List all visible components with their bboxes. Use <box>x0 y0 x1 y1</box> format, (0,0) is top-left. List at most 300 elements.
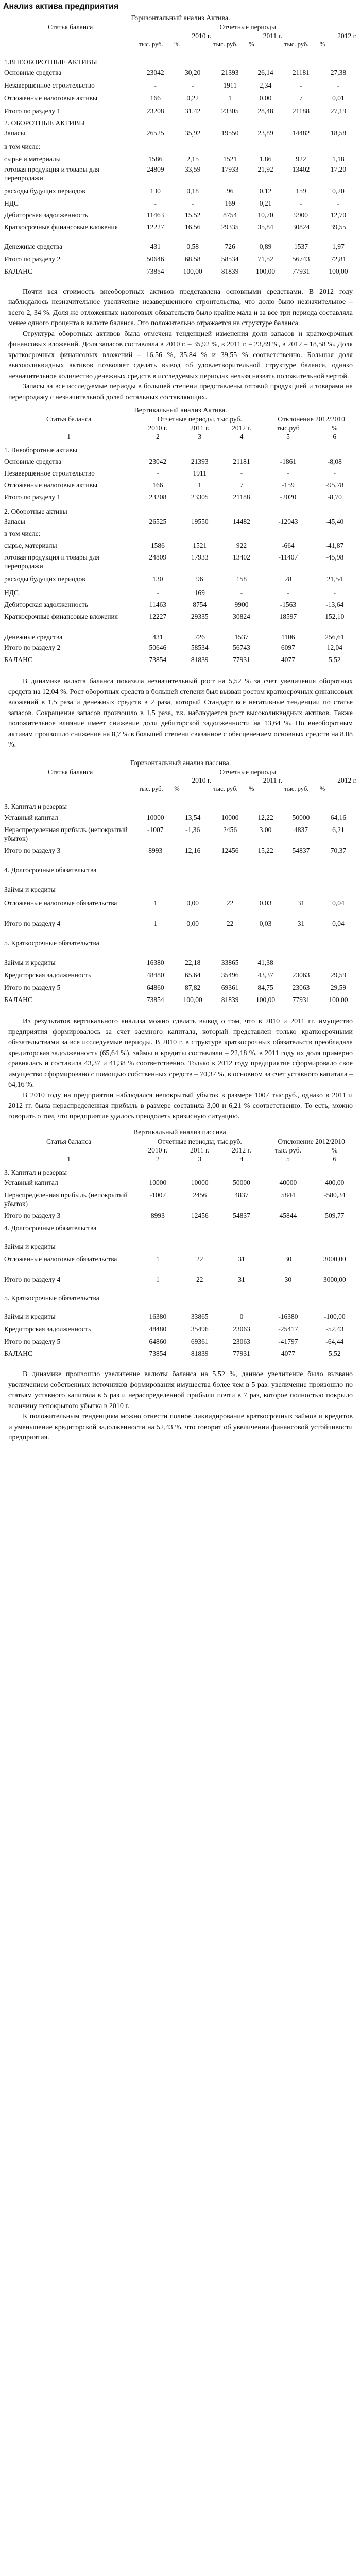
table-row <box>3 971 358 984</box>
cell-value: 23305 <box>191 493 209 501</box>
cell-value: 29,59 <box>330 984 347 992</box>
subheader-unit: тыс. руб. <box>139 785 163 793</box>
data-table <box>3 1138 358 1362</box>
cell-value: 22 <box>226 920 234 928</box>
cell-value <box>218 530 265 541</box>
row-label: Итого по разделу 1 <box>4 493 61 501</box>
subheader-unit: % <box>319 40 325 48</box>
table-index-row <box>3 1155 358 1168</box>
cell-value: 1,18 <box>332 155 345 163</box>
cell-value: 22 <box>226 899 234 907</box>
cell-value: 58534 <box>221 255 239 263</box>
header-year: 2010 г. <box>148 424 168 432</box>
cell-value: 100,00 <box>183 267 202 275</box>
row-label: Незавершенное строительство <box>4 469 95 477</box>
row-label: Дебиторская задолженность <box>4 601 88 608</box>
cell-value: - <box>337 199 340 207</box>
cell-value: 22 <box>196 1255 203 1263</box>
subheader-unit: % <box>174 40 180 48</box>
cell-value: 31,42 <box>185 107 201 115</box>
cell-value: - <box>157 469 159 477</box>
cell-value <box>283 939 319 959</box>
cell-value <box>319 803 358 814</box>
cell-value: 12227 <box>146 223 164 231</box>
cell-value: 40000 <box>279 1179 297 1187</box>
row-label: Дебиторская задолженность <box>4 211 88 219</box>
column-index: 3 <box>198 433 202 440</box>
row-label: Итого по разделу 4 <box>4 1276 61 1283</box>
cell-value: 33865 <box>221 959 239 967</box>
cell-value: 19550 <box>191 518 209 526</box>
subheader-unit: тыс. руб. <box>284 40 309 48</box>
cell-value: 73854 <box>149 656 167 664</box>
table-row <box>3 1325 358 1337</box>
row-label: Нераспределенная прибыль (непокрытый убыток) <box>4 1191 128 1208</box>
cell-value: 26,14 <box>257 68 273 76</box>
column-index: 5 <box>286 433 290 440</box>
text-block-1 <box>0 280 361 403</box>
cell-value <box>283 803 319 814</box>
cell-value: 10000 <box>149 1179 167 1187</box>
cell-value <box>248 803 283 814</box>
cell-value: 1,97 <box>332 242 345 250</box>
row-label: Уставный капитал <box>4 1179 58 1187</box>
header-year: 2011 г. <box>263 776 282 785</box>
cell-value: 4837 <box>234 1191 249 1199</box>
table-subheader-row <box>3 41 358 58</box>
cell-value: -52,43 <box>325 1325 344 1333</box>
cell-value <box>137 803 173 814</box>
cell-value: 1537 <box>294 242 308 250</box>
cell-value: 29,59 <box>330 971 347 979</box>
cell-value: 73854 <box>146 996 164 1004</box>
cell-value: - <box>287 589 289 597</box>
subheader-empty <box>3 785 137 803</box>
cell-value: 23063 <box>292 984 310 992</box>
row-label: Итого по разделу 5 <box>4 1337 61 1345</box>
cell-value: 54837 <box>233 1212 250 1219</box>
table-row <box>3 1313 358 1325</box>
table-row <box>3 267 358 280</box>
cell-value <box>265 1224 311 1243</box>
cell-value: - <box>337 81 340 89</box>
table-caption: Вертикальный анализ Актива. <box>134 406 227 415</box>
cell-value: 21,92 <box>257 165 273 173</box>
cell-value: 48480 <box>146 971 164 979</box>
cell-value: - <box>300 81 302 89</box>
cell-value: 12456 <box>221 846 239 855</box>
cell-value: 5,52 <box>328 1350 341 1358</box>
table-subheader-row <box>3 785 358 803</box>
cell-value: -95,78 <box>325 481 344 489</box>
cell-value: 9900 <box>234 601 249 608</box>
header-year: 2012 г. <box>337 776 357 785</box>
cell-value: 0,21 <box>259 199 272 207</box>
cell-value <box>283 58 319 69</box>
cell-value: 31 <box>297 899 305 907</box>
cell-value <box>283 143 319 155</box>
cell-value: 1106 <box>281 633 295 641</box>
cell-value <box>137 866 173 886</box>
table-row <box>3 1350 358 1362</box>
cell-value: 31 <box>238 1276 245 1283</box>
cell-value <box>134 446 181 457</box>
cell-value: 31 <box>297 920 305 928</box>
cell-value <box>181 1243 218 1255</box>
paragraph: Из результатов вертикального анализа можно сделать вывод о том, что в 2010 и 2011 гг. имущество предприятия формировалось за счет заемного капитала, который представлен только краткосрочными обязательствами за все исследуемые периоды. В 2010 г. в структуре краткосрочных обязательств преобладала кредиторская задолженность (65,64 %), займы и кредиты составляли – 22,18 %, в 2011 году их доля примерно сравнялась и составила 43,37 и 41,38 % соответственно. Только к 2012 году предприятие сформировало свое имущество сформировано с помощью собственных средств – 70,37 %, в основном за счет уставного капитала – 64,16 %. <box>8 1018 353 1089</box>
cell-value: 166 <box>150 94 161 102</box>
row-label: БАЛАНС <box>4 656 32 664</box>
header-periods: Отчетные периоды <box>219 23 276 31</box>
cell-value <box>248 143 283 155</box>
cell-value: 1586 <box>150 541 165 549</box>
cell-value: 23042 <box>146 68 164 76</box>
cell-value: 1 <box>156 1255 160 1263</box>
row-label: Краткосрочные финансовые вложения <box>4 223 118 231</box>
cell-value: 5844 <box>281 1191 295 1199</box>
cell-value: 1911 <box>193 469 207 477</box>
cell-value: 43,37 <box>257 971 273 979</box>
cell-value: 23305 <box>221 107 239 115</box>
cell-value: 1 <box>153 920 158 928</box>
cell-value: 30 <box>284 1255 292 1263</box>
cell-value: -8,70 <box>327 493 342 501</box>
cell-value: 2,15 <box>186 155 199 163</box>
cell-value: 8754 <box>193 601 207 608</box>
row-label: Запасы <box>4 518 25 526</box>
cell-value <box>212 143 248 155</box>
cell-value <box>173 143 212 155</box>
cell-value <box>248 119 283 129</box>
cell-value <box>319 939 358 959</box>
cell-value: 13402 <box>292 165 310 173</box>
table-row <box>3 656 358 668</box>
table-row <box>3 155 358 165</box>
table-row <box>3 553 358 575</box>
cell-value: 10000 <box>146 814 164 822</box>
table-row <box>3 129 358 143</box>
cell-value: 13402 <box>233 553 250 561</box>
column-index: 3 <box>198 1155 202 1163</box>
table-row <box>3 94 358 107</box>
cell-value: 21181 <box>292 68 310 76</box>
column-index: 5 <box>286 1155 290 1163</box>
subheader-empty <box>3 41 137 58</box>
cell-value <box>173 58 212 69</box>
cell-value: 23,89 <box>257 129 273 137</box>
cell-value: 77931 <box>292 996 310 1004</box>
cell-value: 21,54 <box>326 575 342 583</box>
subheader-unit: % <box>174 785 180 793</box>
row-label: Денежные средства <box>4 633 63 641</box>
cell-value: 17933 <box>221 165 239 173</box>
column-index: 6 <box>333 433 337 440</box>
cell-value: 58534 <box>191 643 209 651</box>
cell-value: - <box>191 199 194 207</box>
row-label: Незавершенное строительство <box>4 81 95 89</box>
cell-value: 0 <box>239 1313 244 1320</box>
header-year: тыс. руб. <box>274 1146 301 1155</box>
cell-value: 39,55 <box>330 223 347 231</box>
table-row <box>3 939 358 959</box>
cell-value: 0,00 <box>259 94 272 102</box>
cell-value: 4077 <box>281 1350 295 1358</box>
cell-value: - <box>191 81 194 89</box>
cell-value: 7 <box>299 94 303 102</box>
cell-value: -1563 <box>280 601 297 608</box>
cell-value <box>319 58 358 69</box>
cell-value: 18597 <box>279 613 297 620</box>
table-row <box>3 187 358 199</box>
table-row <box>3 826 358 846</box>
table-row <box>3 493 358 507</box>
cell-value: 12456 <box>191 1212 209 1219</box>
cell-value: 29335 <box>191 613 209 620</box>
cell-value: 81839 <box>221 267 239 275</box>
cell-value: 6,21 <box>332 826 345 834</box>
cell-value: 8754 <box>223 211 237 219</box>
cell-value: 0,20 <box>332 187 345 195</box>
cell-value <box>265 530 311 541</box>
row-label: 3. Капитал и резервы <box>4 1168 67 1176</box>
paragraph: Структура оборотных активов была отмечена тенденцией изменения доли запасов и краткосрочных финансовых вложений. Доля запасов составляла в 2010 г. – 35,92 %, в 2011 г. – 23,89 %, в 2012 – 18,58 %. Доля краткосрочных финансовых вложений – 16,56 %, 35,84 % и 39,55 % соответственно. Большая доля высоколиквидных активов позволяет сделать вывод об удовлетворительной структуре баланса, однако незначительное количество денежных средств в исследуемых периодах нельзя назвать положительной чертой. <box>8 330 353 380</box>
row-label: 5. Краткосрочные обязательства <box>4 939 99 947</box>
cell-value <box>218 1294 265 1313</box>
cell-value: 17933 <box>191 553 209 561</box>
data-table <box>3 768 358 1009</box>
text-block-4 <box>0 1362 361 1444</box>
cell-value: 77931 <box>292 267 310 275</box>
cell-value <box>248 939 283 959</box>
table-row <box>3 866 358 886</box>
table-index-row <box>3 433 358 446</box>
table-header-row <box>3 768 358 777</box>
subheader-unit: % <box>249 40 254 48</box>
table-row <box>3 814 358 826</box>
table-row <box>3 58 358 69</box>
column-index: 6 <box>333 1155 337 1163</box>
cell-value: 0,58 <box>186 242 199 250</box>
cell-value <box>173 939 212 959</box>
cell-value: 21393 <box>191 457 209 465</box>
table-row <box>3 446 358 457</box>
cell-value: 0,03 <box>259 920 272 928</box>
header-year: 2011 г. <box>190 1146 210 1155</box>
cell-value <box>312 1243 358 1255</box>
row-label: Отложенные налоговые активы <box>4 94 98 102</box>
row-label: расходы будущих периодов <box>4 187 85 195</box>
cell-value: 21393 <box>221 68 239 76</box>
cell-value: 77931 <box>233 1350 250 1358</box>
header-year: 2011 г. <box>263 31 282 40</box>
cell-value: 0,12 <box>259 187 272 195</box>
column-index: 2 <box>156 433 160 440</box>
cell-value: - <box>300 199 302 207</box>
cell-value <box>212 119 248 129</box>
header-item: Статья баланса <box>48 768 93 776</box>
subheader-unit: % <box>249 785 254 793</box>
table-row <box>3 457 358 469</box>
table-row <box>3 143 358 155</box>
table-row <box>3 601 358 613</box>
cell-value <box>137 143 173 155</box>
cell-value <box>173 803 212 814</box>
table-row <box>3 1179 358 1191</box>
cell-value: 96 <box>226 187 234 195</box>
table-row <box>3 507 358 518</box>
cell-value: 10000 <box>191 1179 209 1187</box>
table-row <box>3 223 358 243</box>
cell-value: 28,48 <box>257 107 273 115</box>
cell-value: - <box>287 469 289 477</box>
cell-value <box>218 446 265 457</box>
cell-value <box>181 1168 218 1179</box>
cell-value: 10,70 <box>257 211 273 219</box>
cell-value: 35496 <box>191 1325 209 1333</box>
cell-value: 100,00 <box>183 996 202 1004</box>
cell-value: 81839 <box>191 656 209 664</box>
row-label: БАЛАНС <box>4 996 32 1004</box>
table-row <box>3 165 358 187</box>
row-label: готовая продукция и товары для перепродажи <box>4 165 99 182</box>
table-row <box>3 996 358 1008</box>
cell-value: 4837 <box>294 826 308 834</box>
cell-value <box>137 886 173 899</box>
cell-value: 54837 <box>292 846 310 855</box>
table-header-row <box>3 415 358 424</box>
cell-value: 0,00 <box>186 920 199 928</box>
cell-value: 431 <box>150 242 161 250</box>
cell-value: 81839 <box>221 996 239 1004</box>
row-label: 3. Капитал и резервы <box>4 803 67 811</box>
table-row <box>3 1212 358 1224</box>
table-row <box>3 643 358 656</box>
cell-value: 28 <box>284 575 292 583</box>
cell-value <box>265 1294 311 1313</box>
cell-value: 15,22 <box>257 846 273 855</box>
cell-value: 1 <box>228 94 232 102</box>
cell-value: -25417 <box>278 1325 298 1333</box>
cell-value: 17,20 <box>330 165 347 173</box>
cell-value: 23042 <box>149 457 167 465</box>
cell-value <box>134 1294 181 1313</box>
cell-value: 23063 <box>233 1325 250 1333</box>
cell-value: 23208 <box>146 107 164 115</box>
cell-value: 23208 <box>149 493 167 501</box>
cell-value: 35,84 <box>257 223 273 231</box>
cell-value <box>212 886 248 899</box>
cell-value <box>212 866 248 886</box>
cell-value: 5,52 <box>328 656 341 664</box>
table-header-row <box>3 23 358 32</box>
cell-value: 12,16 <box>185 846 201 855</box>
cell-value: 431 <box>152 633 163 641</box>
row-label: 4. Долгосрочные обязательства <box>4 866 97 874</box>
header-year: 2012 г. <box>232 424 251 432</box>
table-caption: Горизонтальный анализ пассива. <box>130 759 231 767</box>
cell-value: 3,00 <box>259 826 272 834</box>
cell-value: 18,58 <box>330 129 347 137</box>
vertical-liability-analysis <box>0 1122 361 1362</box>
cell-value: 84,75 <box>257 984 273 992</box>
cell-value <box>173 119 212 129</box>
header-periods: Отчетные периоды, тыс.руб. <box>157 415 242 423</box>
table-caption: Вертикальный анализ пассива. <box>133 1129 228 1137</box>
row-label: Основные средства <box>4 68 62 76</box>
row-label: Отложенные налоговые обязательства <box>4 899 117 907</box>
paragraph: В динамике произошло увеличение валюты баланса на 5,52 %, данное увеличение было вызвано увеличением собственных источников формирования имущества более чем в 5 раз: увеличение произошло по статьям уставного капитала в 5 раз и нераспределенной прибыли почти в 7 раз, которое полностью покрыло величину непокрытого убытка в 2010 г. <box>8 1370 353 1410</box>
row-label: сырье, материалы <box>4 541 57 549</box>
cell-value: 1911 <box>223 81 237 89</box>
cell-value: - <box>154 81 157 89</box>
cell-value <box>134 1224 181 1243</box>
cell-value <box>137 119 173 129</box>
cell-value: 256,61 <box>325 633 345 641</box>
cell-value: -2020 <box>280 493 297 501</box>
cell-value: 73854 <box>149 1350 167 1358</box>
cell-value <box>283 886 319 899</box>
row-label: 1. Внеоборотные активы <box>4 446 77 454</box>
row-label: Отложенные налоговые обязательства <box>4 1255 117 1263</box>
table-row <box>3 481 358 493</box>
header-periods: Отчетные периоды <box>219 768 276 776</box>
table-row <box>3 803 358 814</box>
cell-value: 2456 <box>223 826 237 834</box>
cell-value: 30,20 <box>185 68 201 76</box>
cell-value: 509,77 <box>325 1212 345 1219</box>
cell-value <box>312 446 358 457</box>
cell-value <box>181 530 218 541</box>
cell-value: 15,52 <box>185 211 201 219</box>
cell-value: -13,64 <box>325 601 344 608</box>
table-row <box>3 81 358 94</box>
cell-value: 3000,00 <box>323 1255 346 1263</box>
row-label: Основные средства <box>4 457 62 465</box>
cell-value: 73854 <box>146 267 164 275</box>
table-row <box>3 119 358 129</box>
table-row <box>3 1224 358 1243</box>
cell-value: 77931 <box>233 656 250 664</box>
table-row <box>3 575 358 589</box>
cell-value: 14482 <box>233 518 250 526</box>
cell-value <box>319 143 358 155</box>
cell-value: 166 <box>152 481 163 489</box>
cell-value: 100,00 <box>329 996 348 1004</box>
subheader-unit: тыс. руб. <box>139 40 163 48</box>
row-label: БАЛАНС <box>4 267 32 275</box>
cell-value: 1586 <box>148 155 163 163</box>
table-row <box>3 518 358 530</box>
cell-value: 29335 <box>221 223 239 231</box>
cell-value: -664 <box>282 541 295 549</box>
table-row <box>3 886 358 899</box>
cell-value: 31 <box>238 1255 245 1263</box>
cell-value: 4077 <box>281 656 295 664</box>
cell-value: 7 <box>239 481 244 489</box>
cell-value <box>212 58 248 69</box>
text-block-2 <box>0 668 361 751</box>
cell-value: 56743 <box>233 643 250 651</box>
header-year: 2012 г. <box>337 31 357 40</box>
cell-value: -41797 <box>278 1337 298 1345</box>
table-row <box>3 211 358 223</box>
cell-value: 726 <box>194 633 205 641</box>
cell-value: 30 <box>284 1276 292 1283</box>
table-row <box>3 899 358 920</box>
cell-value: 0,01 <box>332 94 345 102</box>
cell-value: 10000 <box>221 814 239 822</box>
cell-value: -12043 <box>278 518 298 526</box>
